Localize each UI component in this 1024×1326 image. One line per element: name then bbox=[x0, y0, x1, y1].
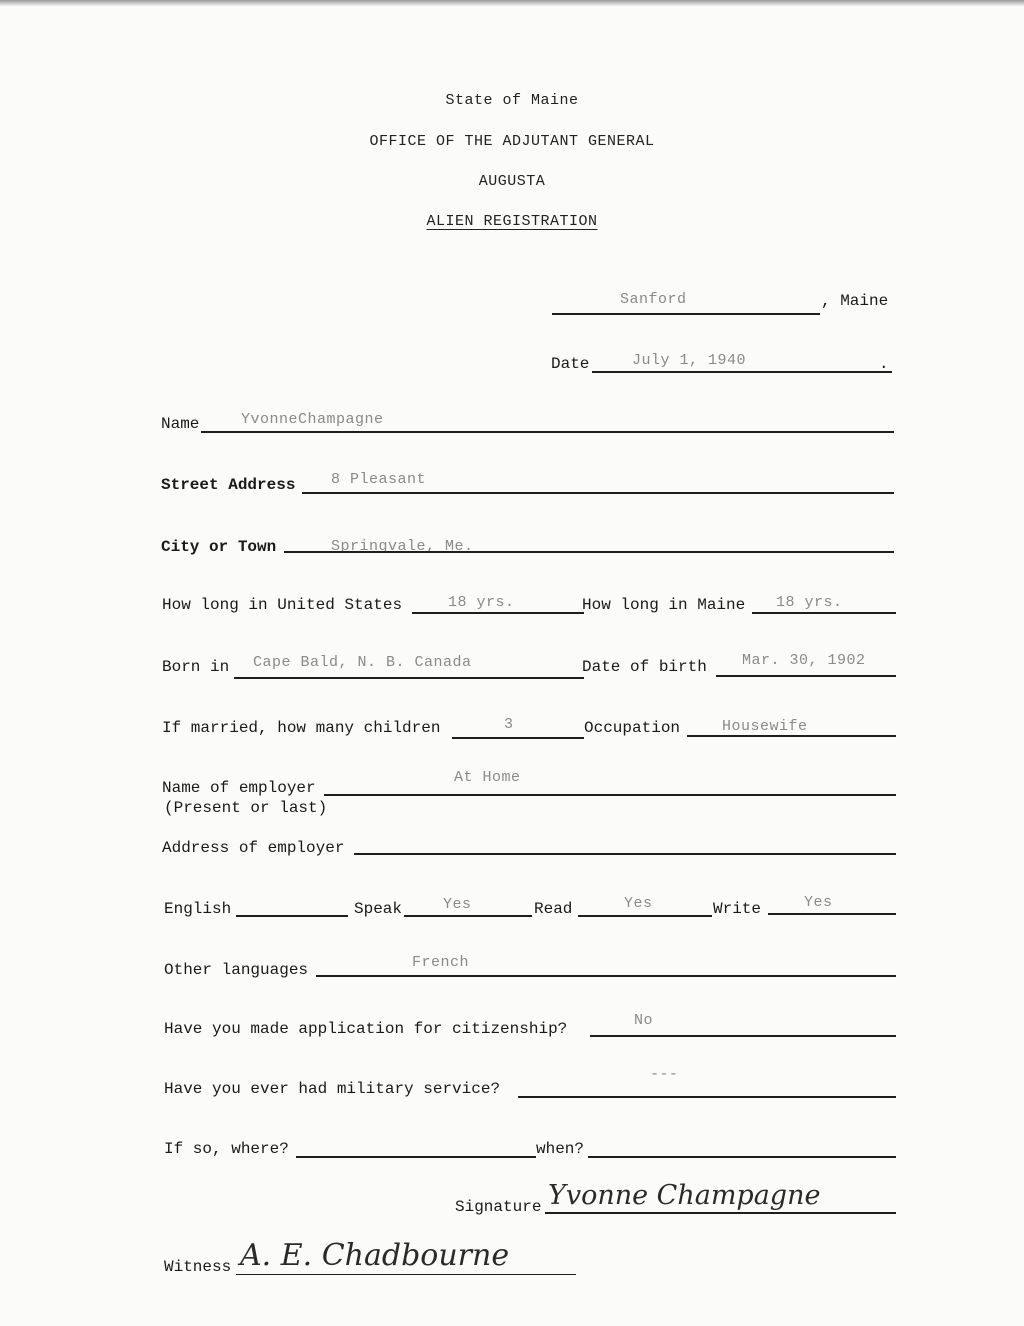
employer-address-label: Address of employer bbox=[162, 839, 345, 857]
city-line bbox=[284, 551, 894, 553]
occupation-value: Housewife bbox=[722, 718, 808, 735]
city-label: City or Town bbox=[161, 538, 277, 556]
employer-label: Name of employer bbox=[162, 779, 316, 797]
read-line bbox=[578, 915, 712, 917]
date-end: . bbox=[879, 355, 889, 373]
years-maine-line bbox=[752, 612, 896, 614]
occupation-line bbox=[687, 735, 896, 737]
date-line bbox=[592, 371, 892, 373]
town-value: Sanford bbox=[620, 291, 687, 308]
street-line bbox=[302, 492, 894, 494]
years-us-line bbox=[412, 612, 584, 614]
children-label: If married, how many children bbox=[162, 719, 441, 737]
military-line bbox=[518, 1096, 896, 1098]
military-value: --- bbox=[650, 1066, 679, 1083]
date-label: Date bbox=[551, 355, 590, 373]
born-in-label: Born in bbox=[162, 658, 230, 676]
children-value: 3 bbox=[504, 716, 514, 733]
dob-label: Date of birth bbox=[582, 658, 707, 676]
employer-address-line bbox=[354, 853, 896, 855]
read-label: Read bbox=[534, 900, 573, 918]
born-in-line bbox=[234, 677, 584, 679]
occupation-label: Occupation bbox=[584, 719, 681, 737]
where-line bbox=[296, 1156, 536, 1158]
town-line bbox=[552, 313, 820, 315]
street-value: 8 Pleasant bbox=[331, 471, 427, 488]
citizenship-label: Have you made application for citizenship? bbox=[164, 1020, 568, 1038]
state-heading: State of Maine bbox=[445, 92, 579, 109]
date-value: July 1, 1940 bbox=[632, 352, 747, 369]
signature-handwriting: Yvonne Champagne bbox=[548, 1180, 821, 1211]
witness-label: Witness bbox=[164, 1258, 232, 1276]
employer-value: At Home bbox=[454, 769, 521, 786]
page-top-edge bbox=[0, 0, 1024, 6]
where-label: If so, where? bbox=[164, 1140, 289, 1158]
children-line bbox=[452, 737, 584, 739]
city-value: Springvale, Me. bbox=[331, 538, 474, 555]
street-label: Street Address bbox=[161, 476, 296, 494]
office-heading: OFFICE OF THE ADJUTANT GENERAL bbox=[369, 133, 655, 150]
military-label: Have you ever had military service? bbox=[164, 1080, 501, 1098]
state-suffix: , Maine bbox=[821, 292, 889, 310]
citizenship-line bbox=[590, 1035, 896, 1037]
name-line bbox=[201, 431, 894, 433]
speak-line bbox=[404, 915, 532, 917]
employer-line bbox=[324, 794, 896, 796]
signature-label: Signature bbox=[455, 1198, 542, 1216]
witness-handwriting: A. E. Chadbourne bbox=[240, 1238, 510, 1273]
name-value: YvonneChampagne bbox=[241, 411, 384, 428]
dob-value: Mar. 30, 1902 bbox=[742, 652, 866, 669]
write-label: Write bbox=[713, 900, 762, 918]
witness-line bbox=[236, 1274, 576, 1275]
name-label: Name bbox=[161, 415, 200, 433]
born-in-value: Cape Bald, N. B. Canada bbox=[253, 654, 472, 671]
employer-sublabel: (Present or last) bbox=[164, 799, 328, 817]
english-line bbox=[236, 915, 348, 917]
years-us-value: 18 yrs. bbox=[448, 594, 515, 611]
dob-line bbox=[716, 675, 896, 677]
citizenship-value: No bbox=[634, 1012, 654, 1029]
speak-label: Speak bbox=[354, 900, 403, 918]
write-line bbox=[768, 913, 896, 915]
write-value: Yes bbox=[804, 894, 833, 911]
english-label: English bbox=[164, 900, 232, 918]
read-value: Yes bbox=[624, 895, 653, 912]
other-languages-value: French bbox=[412, 954, 470, 971]
when-line bbox=[588, 1156, 896, 1158]
years-us-label: How long in United States bbox=[162, 596, 403, 614]
form-title: ALIEN REGISTRATION bbox=[426, 213, 598, 230]
city-heading: AUGUSTA bbox=[478, 173, 546, 190]
years-maine-value: 18 yrs. bbox=[776, 594, 843, 611]
other-languages-label: Other languages bbox=[164, 961, 309, 979]
years-maine-label: How long in Maine bbox=[582, 596, 746, 614]
speak-value: Yes bbox=[443, 896, 472, 913]
when-label: when? bbox=[536, 1140, 585, 1158]
other-languages-line bbox=[316, 975, 896, 977]
signature-line bbox=[545, 1212, 896, 1214]
